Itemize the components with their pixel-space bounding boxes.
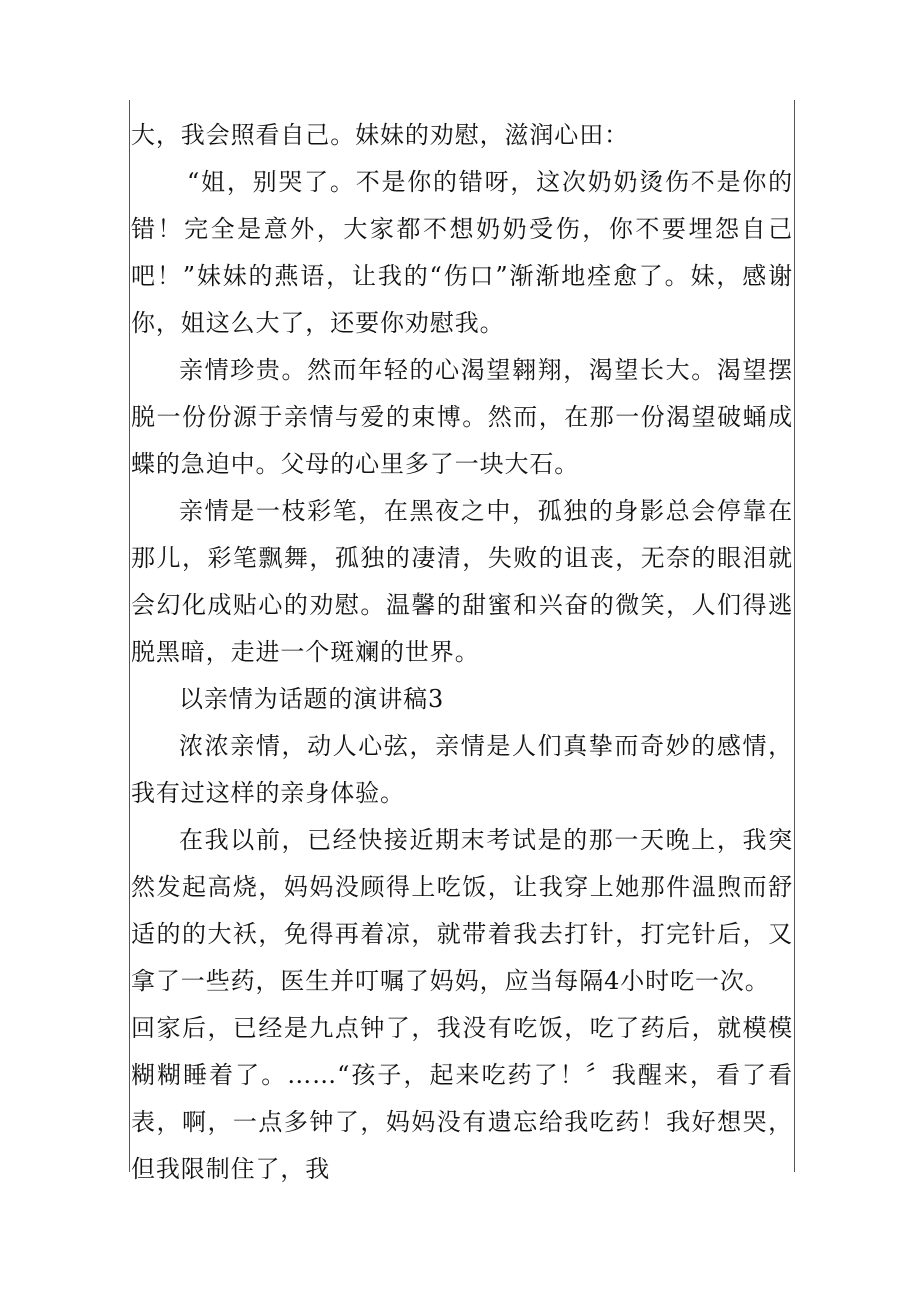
document-body bbox=[131, 112, 793, 1193]
paragraph-sister-quote: “姐，别哭了。不是你的错呀，这次奶奶烫伤不是你的错！完全是意外，大家都不想奶奶受伤，你不要埋怨自己吧！”妹妹的燕语，让我的“伤口”渐渐地痊愈了。妹，感谢你，姐这么大了，还要你劝慰我。 bbox=[131, 168, 793, 337]
right-margin-rule bbox=[794, 100, 795, 1172]
paragraph-medicine-night: 回家后，已经是九点钟了，我没有吃饭，吃了药后，就模模糊糊睡着了。……“孩子，起来吃药了！〞我醒来，看了看表，啊，一点多钟了，妈妈没有遗忘给我吃药！我好想哭，但我限制住了，我 bbox=[131, 1014, 793, 1183]
paragraph-continuation: 大，我会照看自己。妹妹的劝慰，滋润心田： bbox=[131, 121, 629, 149]
paragraph-color-pen: 亲情是一枝彩笔，在黑夜之中，孤独的身影总会停靠在那儿，彩笔飘舞，孤独的凄清，失败的诅丧，无奈的眼泪就会幻化成贴心的劝慰。温馨的甜蜜和兴奋的微笑，人们得逃脱黑暗，走进一个斑斓的世界。 bbox=[131, 497, 793, 666]
paragraph-fever-story: 在我以前，已经快接近期末考试是的那一天晚上，我突然发起高烧，妈妈没顾得上吃饭，让我穿上她那件温煦而舒适的的大袄，免得再着凉，就带着我去打针，打完针后，又拿了一些药，医生并叮嘱了妈妈，应当每隔4小时吃一次。 bbox=[131, 826, 793, 995]
left-margin-rule bbox=[129, 100, 130, 1172]
section-heading: 以亲情为话题的演讲稿3 bbox=[179, 685, 445, 713]
paragraph-family-precious: 亲情珍贵。然而年轻的心渴望翱翔，渴望长大。渴望摆脱一份份源于亲情与爱的束博。然而，在那一份渴望破蛹成蝶的急迫中。父母的心里多了一块大石。 bbox=[131, 356, 793, 478]
paragraph-intro: 浓浓亲情，动人心弦，亲情是人们真挚而奇妙的感情，我有过这样的亲身体验。 bbox=[131, 732, 793, 807]
